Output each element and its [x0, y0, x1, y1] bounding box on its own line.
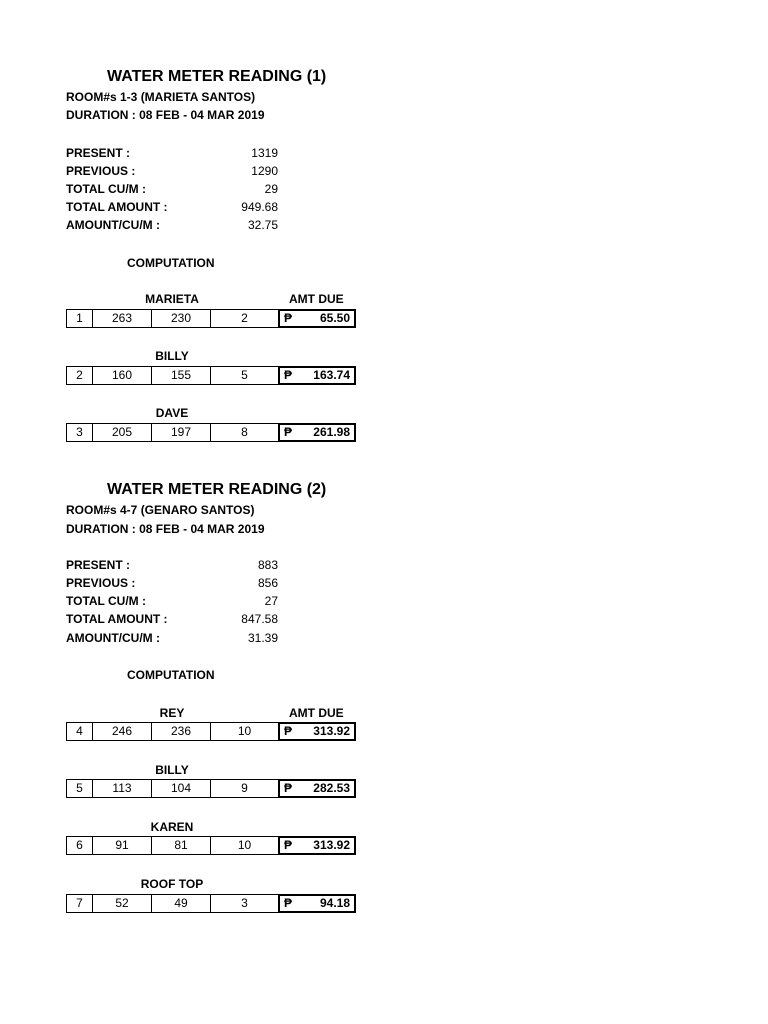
summary-label-previous: PREVIOUS :: [66, 164, 136, 178]
tenant-name: MARIETA: [145, 292, 199, 306]
computation-heading: COMPUTATION: [127, 256, 215, 270]
summary-value-total-amount: 847.58: [241, 612, 278, 626]
room-number: 2: [66, 366, 93, 385]
amount-due: 282.53: [313, 781, 350, 795]
previous-reading: 155: [151, 366, 211, 385]
tenant-name: DAVE: [155, 406, 189, 420]
amount-due-cell: [278, 366, 356, 385]
amount-due-cell: [278, 894, 356, 913]
room-number: 6: [66, 836, 93, 855]
summary-label-total-amount: TOTAL AMOUNT :: [66, 200, 168, 214]
peso-sign: ₱: [284, 724, 293, 738]
summary-value-total-cum: 27: [264, 594, 278, 608]
amount-due-cell: [278, 309, 356, 328]
summary-label-amount-per-cum: AMOUNT/CU/M :: [66, 218, 160, 232]
amount-due: 313.92: [313, 838, 350, 852]
section-1-duration: DURATION : 08 FEB - 04 MAR 2019: [66, 108, 265, 122]
room-number: 4: [66, 722, 93, 741]
tenant-name: KAREN: [150, 820, 194, 834]
room-number: 3: [66, 423, 93, 442]
summary-label-previous: PREVIOUS :: [66, 576, 136, 590]
amount-due: 94.18: [319, 896, 350, 910]
usage-cum: 10: [210, 722, 279, 741]
summary-value-present: 1319: [251, 146, 278, 160]
summary-value-amount-per-cum: 32.75: [247, 218, 278, 232]
previous-reading: 81: [151, 836, 211, 855]
amount-due-cell: [278, 423, 356, 442]
previous-reading: 104: [151, 779, 211, 798]
present-reading: 205: [92, 423, 152, 442]
summary-label-present: PRESENT :: [66, 558, 131, 572]
amt-due-header: AMT DUE: [289, 706, 344, 720]
section-2-rooms: ROOM#s 4-7 (GENARO SANTOS): [66, 503, 255, 517]
present-reading: 160: [92, 366, 152, 385]
peso-sign: ₱: [284, 896, 293, 910]
tenant-name: BILLY: [155, 349, 189, 363]
usage-cum: 9: [210, 779, 279, 798]
peso-sign: ₱: [284, 368, 293, 382]
usage-cum: 8: [210, 423, 279, 442]
present-reading: 91: [92, 836, 152, 855]
amount-due: 313.92: [313, 724, 350, 738]
section-2-duration: DURATION : 08 FEB - 04 MAR 2019: [66, 522, 265, 536]
previous-reading: 49: [151, 894, 211, 913]
present-reading: 246: [92, 722, 152, 741]
usage-cum: 5: [210, 366, 279, 385]
summary-label-present: PRESENT :: [66, 146, 131, 160]
section-2-title: WATER METER READING (2): [107, 481, 327, 498]
peso-sign: ₱: [284, 425, 293, 439]
peso-sign: ₱: [284, 311, 293, 325]
amount-due: 261.98: [313, 425, 350, 439]
summary-label-total-cum: TOTAL CU/M :: [66, 594, 146, 608]
summary-value-present: 883: [257, 558, 278, 572]
room-number: 5: [66, 779, 93, 798]
previous-reading: 197: [151, 423, 211, 442]
usage-cum: 10: [210, 836, 279, 855]
amount-due: 65.50: [319, 311, 350, 325]
room-number: 7: [66, 894, 93, 913]
amt-due-header: AMT DUE: [289, 292, 344, 306]
section-1-rooms: ROOM#s 1-3 (MARIETA SANTOS): [66, 90, 256, 104]
summary-value-total-amount: 949.68: [241, 200, 278, 214]
computation-heading: COMPUTATION: [127, 668, 215, 682]
amount-due-cell: [278, 722, 356, 741]
previous-reading: 230: [151, 309, 211, 328]
usage-cum: 3: [210, 894, 279, 913]
present-reading: 113: [92, 779, 152, 798]
tenant-name: ROOF TOP: [140, 877, 204, 891]
amount-due: 163.74: [313, 368, 350, 382]
summary-label-amount-per-cum: AMOUNT/CU/M :: [66, 631, 160, 645]
amount-due-cell: [278, 836, 356, 855]
room-number: 1: [66, 309, 93, 328]
summary-value-total-cum: 29: [264, 182, 278, 196]
peso-sign: ₱: [284, 838, 293, 852]
peso-sign: ₱: [284, 781, 293, 795]
present-reading: 52: [92, 894, 152, 913]
summary-value-previous: 1290: [251, 164, 278, 178]
section-1-title: WATER METER READING (1): [107, 68, 327, 85]
amount-due-cell: [278, 779, 356, 798]
previous-reading: 236: [151, 722, 211, 741]
usage-cum: 2: [210, 309, 279, 328]
tenant-name: REY: [159, 706, 185, 720]
tenant-name: BILLY: [155, 763, 189, 777]
summary-value-amount-per-cum: 31.39: [247, 631, 278, 645]
summary-label-total-cum: TOTAL CU/M :: [66, 182, 146, 196]
summary-label-total-amount: TOTAL AMOUNT :: [66, 612, 168, 626]
present-reading: 263: [92, 309, 152, 328]
summary-value-previous: 856: [257, 576, 278, 590]
